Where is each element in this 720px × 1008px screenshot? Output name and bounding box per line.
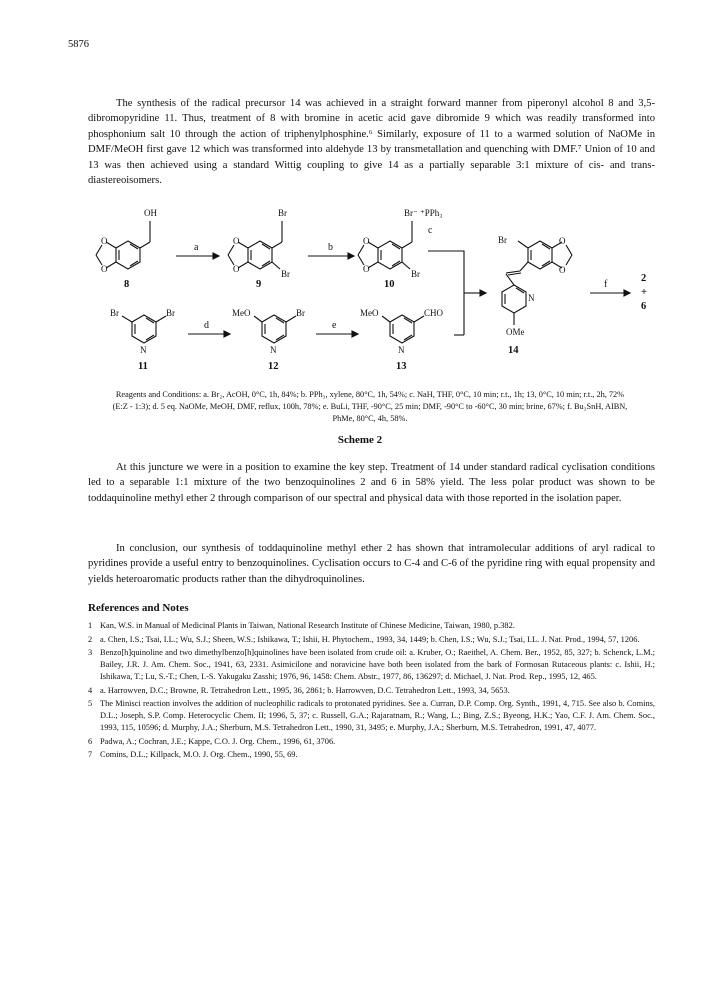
reference-text: Kan, W.S. in Manual of Medicinal Plants in Taiwan, National Research Institute of Chinese Medicine, Taiwan, 1980, p.382. <box>100 621 515 630</box>
compound-12-structure <box>254 315 296 343</box>
n-label: N <box>398 345 405 355</box>
arrowhead <box>213 253 219 259</box>
reference-text: a. Chen, I.S.; Tsai, I.L.; Wu, S.J.; Sheen, W.S.; Ishikawa, T.; Ishii, H. Phytochem., 1993, 34, 1449; b. Chen, I.S.; Wu, S.J.; Tsai, I.L. J. Nat. Prod., 1994, 57, 1206. <box>100 634 640 644</box>
br-label: Br <box>281 269 290 279</box>
bracket-c <box>428 251 464 335</box>
compound-label-14: 14 <box>508 345 519 356</box>
o-label: O <box>363 236 370 246</box>
br-label: Br <box>278 208 287 218</box>
product-plus: + <box>641 287 647 298</box>
oh-label: OH <box>144 208 157 218</box>
o-label: O <box>101 264 108 274</box>
br-label: Br <box>498 235 507 245</box>
arrowhead <box>624 290 630 296</box>
reference-text: Comins, D.L.; Killpack, M.O. J. Org. Chem., 1990, 55, 69. <box>100 750 298 759</box>
compound-label-12: 12 <box>268 361 279 372</box>
compound-label-10: 10 <box>384 279 395 290</box>
reference-item <box>88 749 655 761</box>
reaction-scheme-svg <box>88 203 655 373</box>
reaction-letter-a: a <box>194 242 199 253</box>
n-label: N <box>140 345 147 355</box>
reference-number: 7 <box>88 750 93 759</box>
n-label: N <box>270 345 277 355</box>
scheme-label: Scheme 2 <box>337 434 383 446</box>
compound-label-8: 8 <box>124 279 130 290</box>
reference-number: 6 <box>88 736 93 746</box>
compound-14-structure <box>502 241 572 325</box>
arrowhead <box>480 290 486 296</box>
references-heading: References and Notes <box>88 602 189 614</box>
o-label: O <box>101 236 108 246</box>
reference-item <box>88 698 655 734</box>
compound-11-structure <box>122 315 166 343</box>
reagents-and-conditions: Reagents and Conditions: a. Br₂, AcOH, 0°C, 1h, 84%; b. PPh₃, xylene, 80°C, 1h, 54%; c. NaH, THF, 0°C, 10 min; r.t., 1h; 13, 0°C, 10 min; r.t., 2h, 72% (E:Z - 1:3); d. 5 eq. NaOMe, MeOH, DMF, reflux, 100h, 78%; e. BuLi, THF, -90°C, 25 min; DMF, -90°C to -60°C, 30 min; brine, 67%; f. Bu₃SnH, AIBN, PhMe, 80°C, 4h, 58%. <box>112 390 628 424</box>
o-label: O <box>233 264 240 274</box>
scheme-2-figure <box>88 203 655 373</box>
paragraph-synthesis <box>88 96 655 188</box>
compound-13-structure <box>382 315 424 343</box>
o-label: O <box>559 236 566 246</box>
paragraph-synthesis-text: The synthesis of the radical precursor 14 was achieved in a straight forward manner from piperonyl alcohol 8 and 3,5-dibromopyridine 11. Thus, treatment of 8 with bromine in acetic acid gave dibromide 9 which was readily transformed into phosphonium salt 10 through the action of triphenylphosphine.⁶ Similarly, exposure of 11 to a warmed solution of NaOMe in DMF/MeOH first gave 12 which was transformed into aldehyde 13 by transmetallation and quenching with DMF.⁷ Union of 10 and 13 was then achieved using a standard Wittig coupling to give 14 as a partially separable 3:1 mixture of cis- and trans- diastereoisomers. <box>88 98 655 187</box>
reaction-letter-c: c <box>428 225 433 236</box>
reference-number: 4 <box>88 685 93 695</box>
meo-label: MeO <box>232 308 251 318</box>
ome-label: OMe <box>506 327 525 337</box>
paragraph-conclusion-text: In conclusion, our synthesis of toddaquinoline methyl ether 2 has shown that intramolecular additions of aryl radical to pyridines provide a useful entry to benzoquinolines. Cyclisation occurs to C-4 and C-6 of the pyridine ring with equal propensity and yields heteroaromatic products rather than the dihydroquinolines. <box>88 543 655 585</box>
arrowhead <box>348 253 354 259</box>
compound-label-13: 13 <box>396 361 407 372</box>
o-label: O <box>559 265 566 275</box>
compound-label-9: 9 <box>256 279 262 290</box>
o-label: O <box>233 236 240 246</box>
reference-item <box>88 736 655 748</box>
reference-number: 1 <box>88 621 93 630</box>
reaction-letter-d: d <box>204 320 209 331</box>
references-list <box>88 620 655 763</box>
arrowhead <box>224 331 230 337</box>
compound-label-11: 11 <box>138 361 148 372</box>
arrowhead <box>352 331 358 337</box>
cho-label: CHO <box>424 308 444 318</box>
meo-label: MeO <box>360 308 379 318</box>
paragraph-conclusion <box>88 541 655 587</box>
br-label: Br <box>110 308 119 318</box>
page-number: 5876 <box>68 39 89 50</box>
phosphonium-label: Br⁻ ⁺PPh₃ <box>404 208 443 218</box>
reference-number: 2 <box>88 634 93 644</box>
reference-item <box>88 620 655 632</box>
reference-number: 3 <box>88 648 93 657</box>
reaction-letter-e: e <box>332 320 337 331</box>
product-label-2: 2 <box>641 273 647 284</box>
reference-text: The Minisci reaction involves the addition of nucleophilic radicals to protonated pyridines. See a. Curran, D.P. Comp. Org. Synth., 1991, 4, 715. See also b. Comins, D.L.; Joseph, S.P. Comp. Heterocyclic Chem. II; 1996, 5, 37; c. Russell, G.A.; Rajaratnam, R.; Wang, L.; Bing, Z.S.; Byeong, H.K.; Yao, C.F. J. Am. Chem. Soc., 1993, 115, 10596; d. Murphy, J.A.; Sherburn, M.S. Tetrahedron Lett., 1990, 31, 3495; e. Murphy, J.A.; Sherburn, M.S. Tetrahedron, 1991, 47, 4077. <box>100 699 655 732</box>
reaction-letter-b: b <box>328 242 333 253</box>
reference-text: a. Harrowven, D.C.; Browne, R. Tetrahedron Lett., 1995, 36, 2861; b. Harrowven, D.C. Tetrahedron Lett., 1993, 34, 5653. <box>100 685 510 695</box>
product-label-6: 6 <box>641 301 647 312</box>
paragraph-key-step <box>88 460 655 506</box>
reference-item <box>88 647 655 683</box>
reaction-letter-f: f <box>604 279 608 290</box>
br-label: Br <box>166 308 175 318</box>
o-label: O <box>363 264 370 274</box>
paragraph-key-step-text: At this juncture we were in a position to examine the key step. Treatment of 14 under standard radical cyclisation conditions led to a separable 1:1 mixture of the two benzoquinolines 2 and 6 in 58% yield. The less polar product was shown to be toddaquinoline methyl ether 2 through comparison of our spectral and physical data with those reported in the isolation paper. <box>88 462 655 504</box>
reference-number: 5 <box>88 699 93 708</box>
br-label: Br <box>296 308 305 318</box>
reference-item <box>88 685 655 697</box>
br-label: Br <box>411 269 420 279</box>
n-label: N <box>528 293 535 303</box>
reference-text: Padwa, A.; Cochran, J.E.; Kappe, C.O. J. Org. Chem., 1996, 61, 3706. <box>100 736 336 746</box>
reference-text: Benzo[h]quinoline and two dimethylbenzo[h]quinolines have been isolated from crude oil: a. Kruber, O.; Raeithel, A. Chem. Ber., 1952, 85, 327; b. Schenck, L.M.; Bailey, J.R. J. Am. Chem. Soc., 1941, 63, 2331. Asimicilone and noravicine have both been isolated from the bark of Formosan Rutaceous plants: c. Ishii, H.; Ishikawa, T.; Lu, S.-T.; Chen, I.-S. Yakugaku Zasshi; 1976, 96, 1458: Chem. Abstr., 1977, 86, 136297; d. Michael, J. Nat. Prod. Rep., 1995, 12, 465. <box>100 648 655 681</box>
reference-item <box>88 634 655 646</box>
